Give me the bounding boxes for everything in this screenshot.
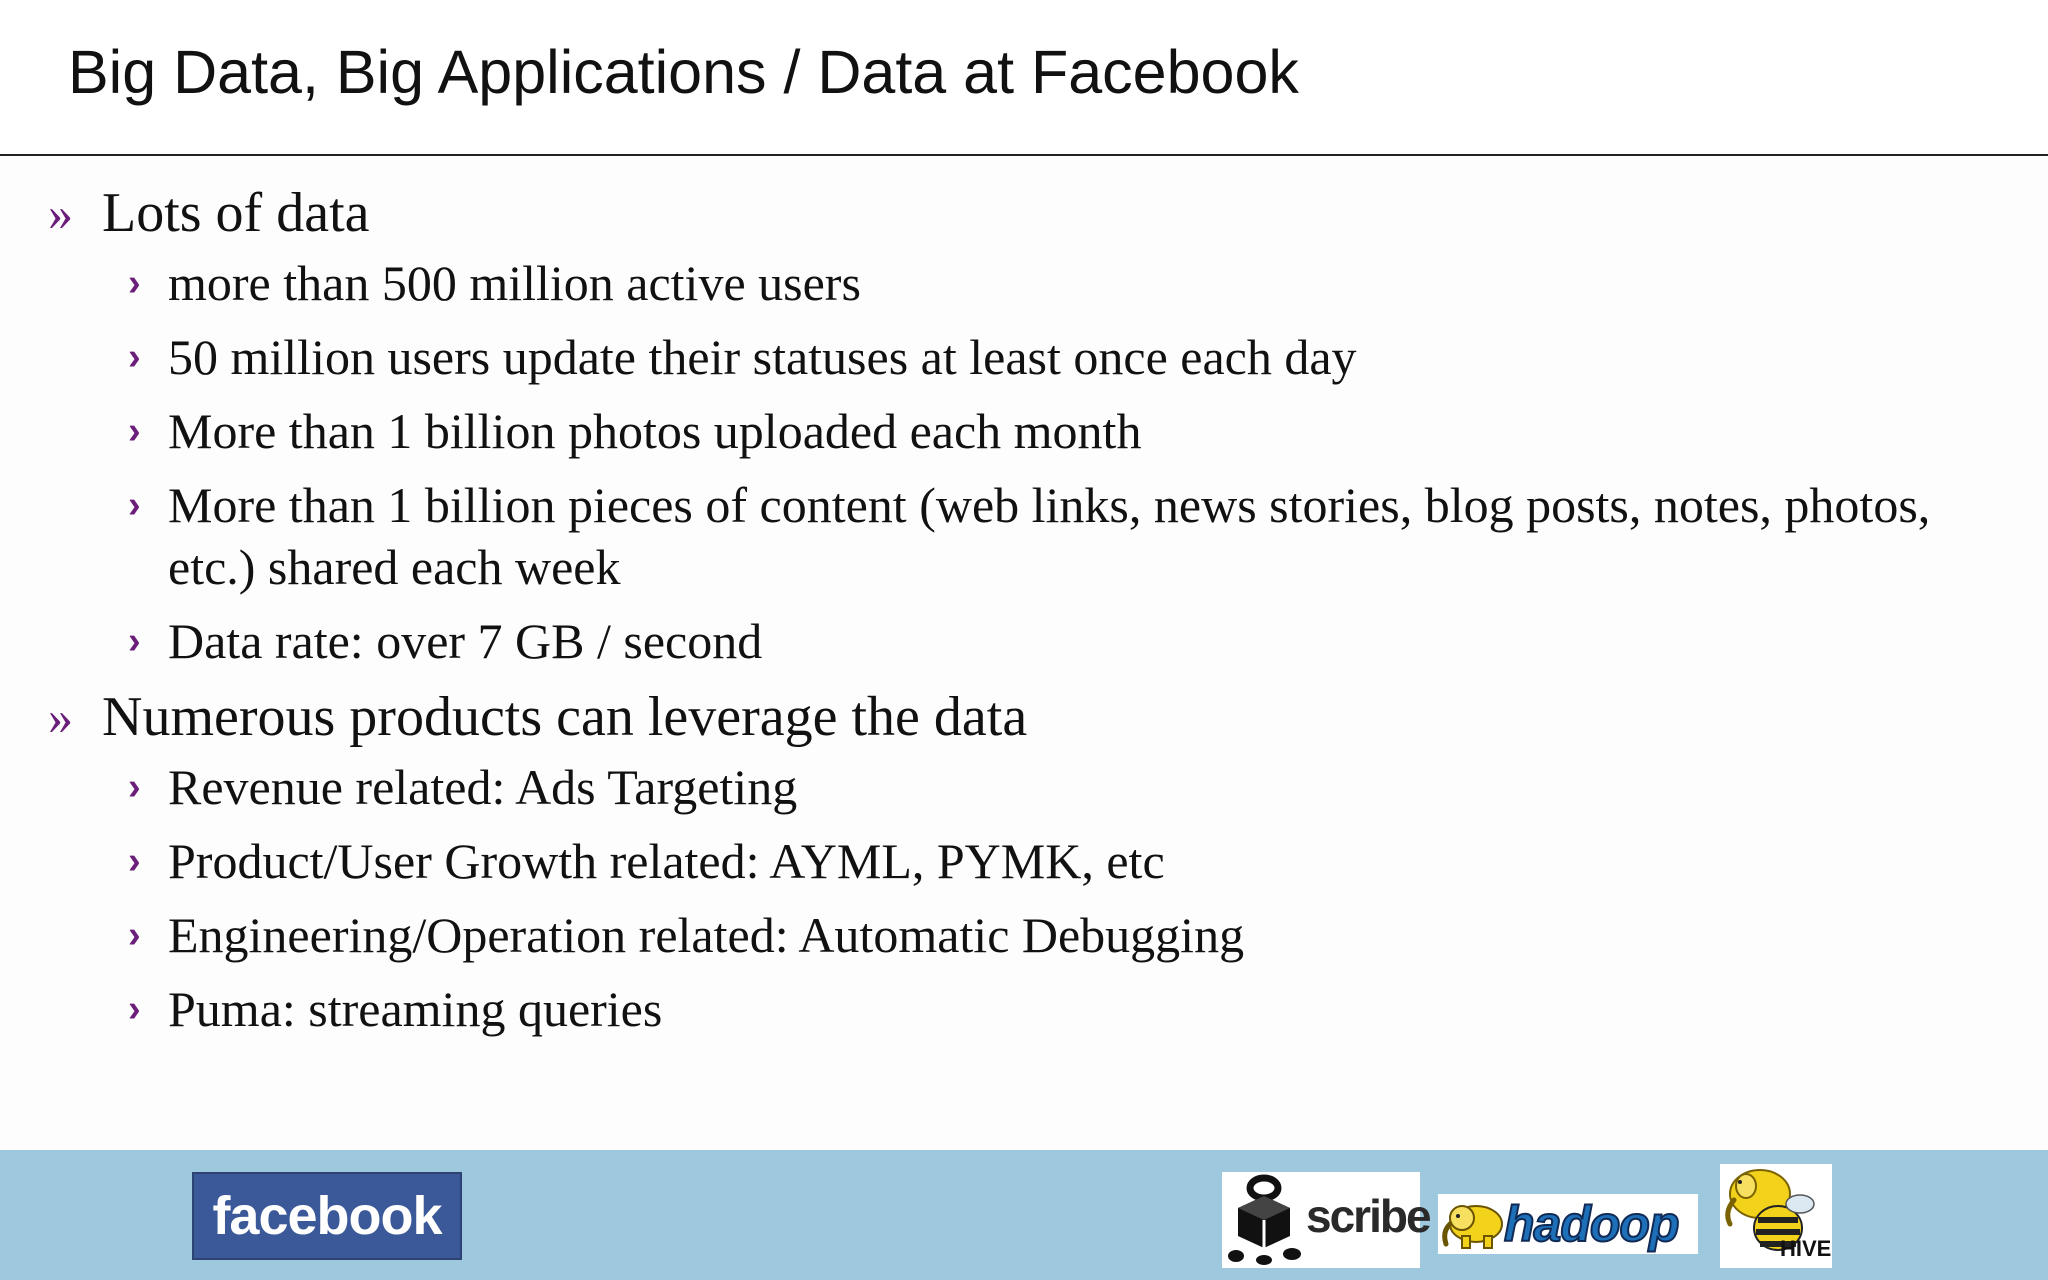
bullet-numerous-products	[48, 684, 1998, 1040]
sub-bullet-item	[114, 904, 1998, 966]
sub-bullet-text: Puma: streaming queries	[168, 981, 663, 1037]
sub-bullet-marker-icon: ›	[128, 262, 141, 304]
hive-logo	[1720, 1164, 1832, 1268]
hive-logo-text: HIVE	[1780, 1236, 1832, 1261]
bullet-marker-icon: »	[48, 185, 73, 241]
sub-bullet-marker-icon: ›	[128, 484, 141, 526]
sub-bullet-text: 50 million users update their statuses at least once each day	[168, 329, 1357, 385]
facebook-logo	[192, 1172, 462, 1260]
sub-bullet-list	[102, 756, 1998, 1040]
elephant-icon	[1440, 1198, 1510, 1250]
bullet-text: Lots of data	[102, 182, 370, 244]
sub-bullet-item	[114, 610, 1998, 672]
slide-content	[0, 156, 2048, 1150]
facebook-logo-text: facebook	[212, 1186, 442, 1246]
sub-bullet-marker-icon: ›	[128, 840, 141, 882]
sub-bullet-text: Engineering/Operation related: Automatic Debugging	[168, 907, 1245, 963]
sub-bullet-text: Product/User Growth related: AYML, PYMK, etc	[168, 833, 1165, 889]
sub-bullet-text: more than 500 million active users	[168, 255, 861, 311]
sub-bullet-marker-icon: ›	[128, 914, 141, 956]
bullet-text: Numerous products can leverage the data	[102, 686, 1028, 748]
sub-bullet-marker-icon: ›	[128, 410, 141, 452]
sub-bullet-item	[114, 400, 1998, 462]
bullet-list	[48, 180, 1998, 1052]
sub-bullet-item	[114, 474, 1998, 598]
scribe-logo-text: scribe	[1306, 1190, 1430, 1242]
hadoop-logo-text: hadoop	[1504, 1196, 1679, 1252]
sub-bullet-text: More than 1 billion pieces of content (web links, news stories, blog posts, notes, photos, etc.) shared each week	[168, 477, 1931, 595]
sub-bullet-marker-icon: ›	[128, 620, 141, 662]
sub-bullet-marker-icon: ›	[128, 988, 141, 1030]
sub-bullet-text: Data rate: over 7 GB / second	[168, 613, 763, 669]
sub-bullet-item	[114, 756, 1998, 818]
sub-bullet-item	[114, 830, 1998, 892]
slide-title: Big Data, Big Applications / Data at Facebook	[68, 38, 1299, 106]
sub-bullet-item	[114, 252, 1998, 314]
sub-bullet-list	[102, 252, 1998, 672]
scribe-logo	[1222, 1172, 1430, 1268]
hadoop-logo	[1438, 1194, 1698, 1254]
sub-bullet-marker-icon: ›	[128, 336, 141, 378]
sub-bullet-marker-icon: ›	[128, 766, 141, 808]
sub-bullet-text: Revenue related: Ads Targeting	[168, 759, 798, 815]
sub-bullet-item	[114, 978, 1998, 1040]
bullet-lots-of-data	[48, 180, 1998, 672]
sub-bullet-text: More than 1 billion photos uploaded each month	[168, 403, 1142, 459]
sub-bullet-item	[114, 326, 1998, 388]
scribe-icon	[1224, 1174, 1304, 1266]
footer-band	[0, 1150, 2048, 1280]
bullet-marker-icon: »	[48, 689, 73, 745]
